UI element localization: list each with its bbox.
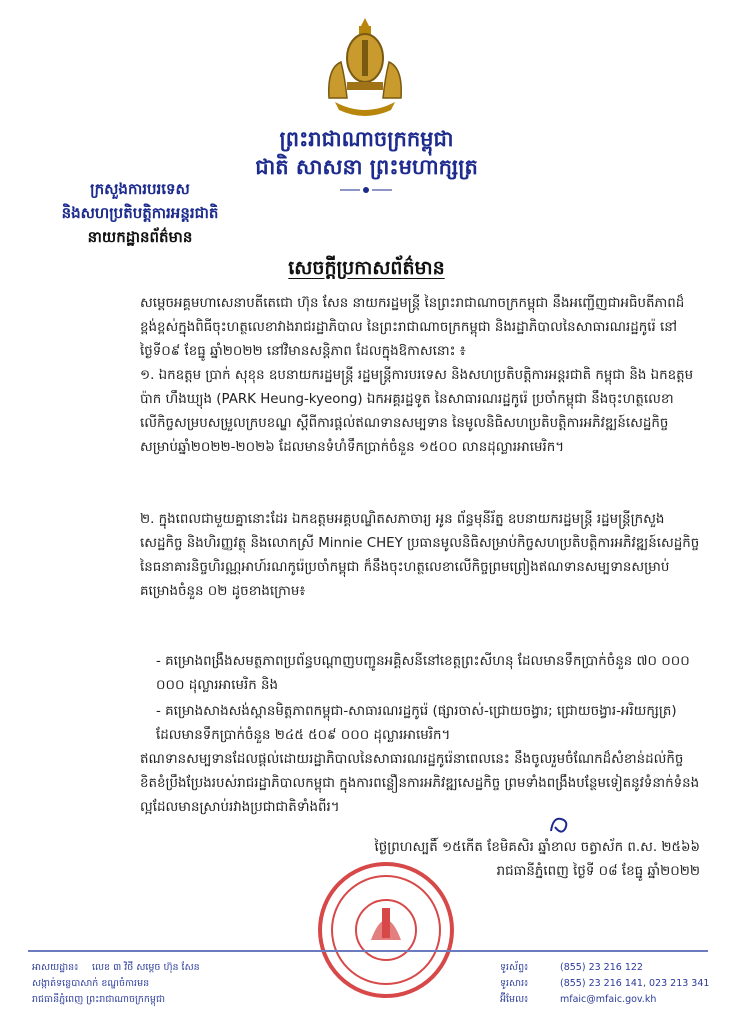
department-name: នាយកដ្ឋានព័ត៌មាន (87, 228, 193, 246)
address-line3: រាជធានីភ្នំពេញ ព្រះរាជាណាចក្រកម្ពុជា (32, 994, 165, 1005)
divider-ornament-icon (340, 183, 392, 197)
kingdom-name: ព្រះរាជាណាចក្រកម្ពុជា (279, 126, 454, 151)
signature-mark-icon (547, 813, 573, 837)
phone-label: ទូរស័ព្ទ៖ (500, 962, 529, 973)
ministry-name-line2: និងសហប្រតិបត្តិការអន្តរជាតិ (61, 204, 219, 222)
email-address[interactable]: mfaic@mfaic.gov.kh (560, 994, 657, 1005)
official-seal-icon (316, 860, 456, 1000)
email-label: អ៊ីមែល៖ (500, 994, 529, 1005)
lunar-date: ថ្ងៃព្រហស្បតិ៍ ១៥កើត ខែមិគសិរ ឆ្នាំខាល ចត្វាស័ក ព.ស. ២៥៦៦ (374, 840, 700, 855)
project-bullet-1: - គម្រោងពង្រឹងសមត្ថភាពប្រព័ន្ធបណ្តាញបញ្ជូនអគ្គិសនីនៅខេត្តព្រះសីហនុ ដែលមានទឹកប្រាក់ចំនួន ៧០ ០០០ ០០០ ដុល្លារអាមេរិក និង (156, 654, 690, 693)
address-label: អាសយដ្ឋាន៖ (32, 962, 79, 973)
footer-divider (28, 950, 708, 952)
footer-address (32, 960, 332, 1008)
closing-paragraph: ឥណទានសម្បទានដែលផ្តល់ដោយរដ្ឋាភិបាលនៃសាធារណរដ្ឋកូរ៉េនាពេលនេះ នឹងចូលរួមចំណែកដ៏សំខាន់ដល់កិច្ចខិតខំប្រឹងប្រែងរបស់រាជរដ្ឋាភិបាលកម្ពុជា ក្នុងការពន្លឿនការអភិវឌ្ឍសេដ្ឋកិច្ច ព្រមទាំងពង្រឹងបន្ថែមទៀតនូវទំនាក់ទំនងល្អដែលមានស្រាប់រវាងប្រជាជាតិទាំងពីរ។ (140, 752, 700, 815)
footer-contacts (500, 960, 730, 1008)
royal-emblem-icon (319, 18, 411, 118)
address-line2: សង្កាត់ទន្លេបាសាក់ ខណ្ឌចំការមន (32, 978, 150, 989)
national-motto: ជាតិ សាសនា ព្រះមហាក្សត្រ (255, 154, 478, 179)
address-line1: លេខ ៣ វិថី សម្តេច ហ៊ុន សែន (92, 962, 200, 973)
intro-paragraph: សម្តេចអគ្គមហាសេនាបតីតេជោ ហ៊ុន សែន នាយករដ្ឋមន្ត្រី នៃព្រះរាជាណាចក្រកម្ពុជា នឹងអញ្ជើញជាអធិបតីភាពដ៏ខ្ពង់ខ្ពស់ក្នុងពិធីចុះហត្ថលេខាវាងរាជរដ្ឋាភិបាល នៃព្រះរាជាណាចក្រកម្ពុជា និងរដ្ឋាភិបាលនៃសាធារណរដ្ឋកូរ៉េ នៅថ្ងៃទី០៩ ខែធ្នូ ឆ្នាំ២០២២ នៅវិមានសន្តិភាព ដែលក្នុងឱកាសនោះ ៖ (140, 296, 685, 359)
document-title: សេចក្តីប្រកាសព័ត៌មាន (288, 257, 445, 279)
solar-date: រាជធានីភ្នំពេញ ថ្ងៃទី ០៨ ខែធ្នូ ឆ្នាំ២០២២ (496, 864, 700, 879)
fax-number: (855) 23 216 141, 023 213 341 (560, 978, 710, 989)
numbered-item-1: ១. ឯកឧត្តម ប្រាក់ សុខុន ឧបនាយករដ្ឋមន្ត្រី រដ្ឋមន្ត្រីការបរទេស និងសហប្រតិបត្តិការអន្តរជាតិ កម្ពុជា និង ឯកឧត្តម ប៉ាក ហឹងឃ្យុង (PARK Heung-kyeong) ឯកអគ្គរដ្ឋទូត នៃសាធារណរដ្ឋកូរ៉េ ប្រចាំកម្ពុជា នឹងចុះហត្ថលេខាលើកិច្ចសម្របសម្រួលក្របខណ្ឌ ស្តីពីការផ្តល់ឥណទានសម្បទាន នៃមូលនិធិសហប្រតិបត្តិការអភិវឌ្ឍន៍សេដ្ឋកិច្ចសម្រាប់ឆ្នាំ២០២២-២០២៦ ដែលមានទំហំទឹកប្រាក់ចំនួន ១៥០០ លានដុល្លារអាមេរិក។ (140, 368, 694, 455)
ministry-name-line1: ក្រសួងការបរទេស (90, 180, 190, 198)
phone-number: (855) 23 216 122 (560, 962, 643, 973)
project-bullet-2: - គម្រោងសាងសង់ស្ពានមិត្តភាពកម្ពុជា-សាធារណរដ្ឋកូរ៉េ (ផ្សារចាស់-ជ្រោយចង្វារ; ជ្រោយចង្វារ-អរិយក្សត្រ) ដែលមានទឹកប្រាក់ចំនួន ២៤៥ ៥០៩ ០០០ ដុល្លារអាមេរិក។ (156, 704, 677, 743)
fax-label: ទូរសារ៖ (500, 978, 529, 989)
numbered-item-2: ២. ក្នុងពេលជាមួយគ្នានោះដែរ ឯកឧត្តមអគ្គបណ្ឌិតសភាចារ្យ អូន ព័ន្ធមុនីរ័ត្ន ឧបនាយករដ្ឋមន្ត្រី រដ្ឋមន្ត្រីក្រសួងសេដ្ឋកិច្ច និងហិរញ្ញវត្ថុ និងលោកស្រី Minnie CHEY ប្រធានមូលនិធិសម្រាប់កិច្ចសហប្រតិបត្តិការអភិវឌ្ឍន៍សេដ្ឋកិច្ច នៃធនាគារនិច្ចហិរណ្ណអាហ៍រណកូរ៉េប្រចាំកម្ពុជា ក៏នឹងចុះហត្ថលេខាលើកិច្ចព្រមព្រៀងឥណទានសម្បទានសម្រាប់គម្រោងចំនួន ០២ ដូចខាងក្រោម៖ (140, 512, 700, 599)
